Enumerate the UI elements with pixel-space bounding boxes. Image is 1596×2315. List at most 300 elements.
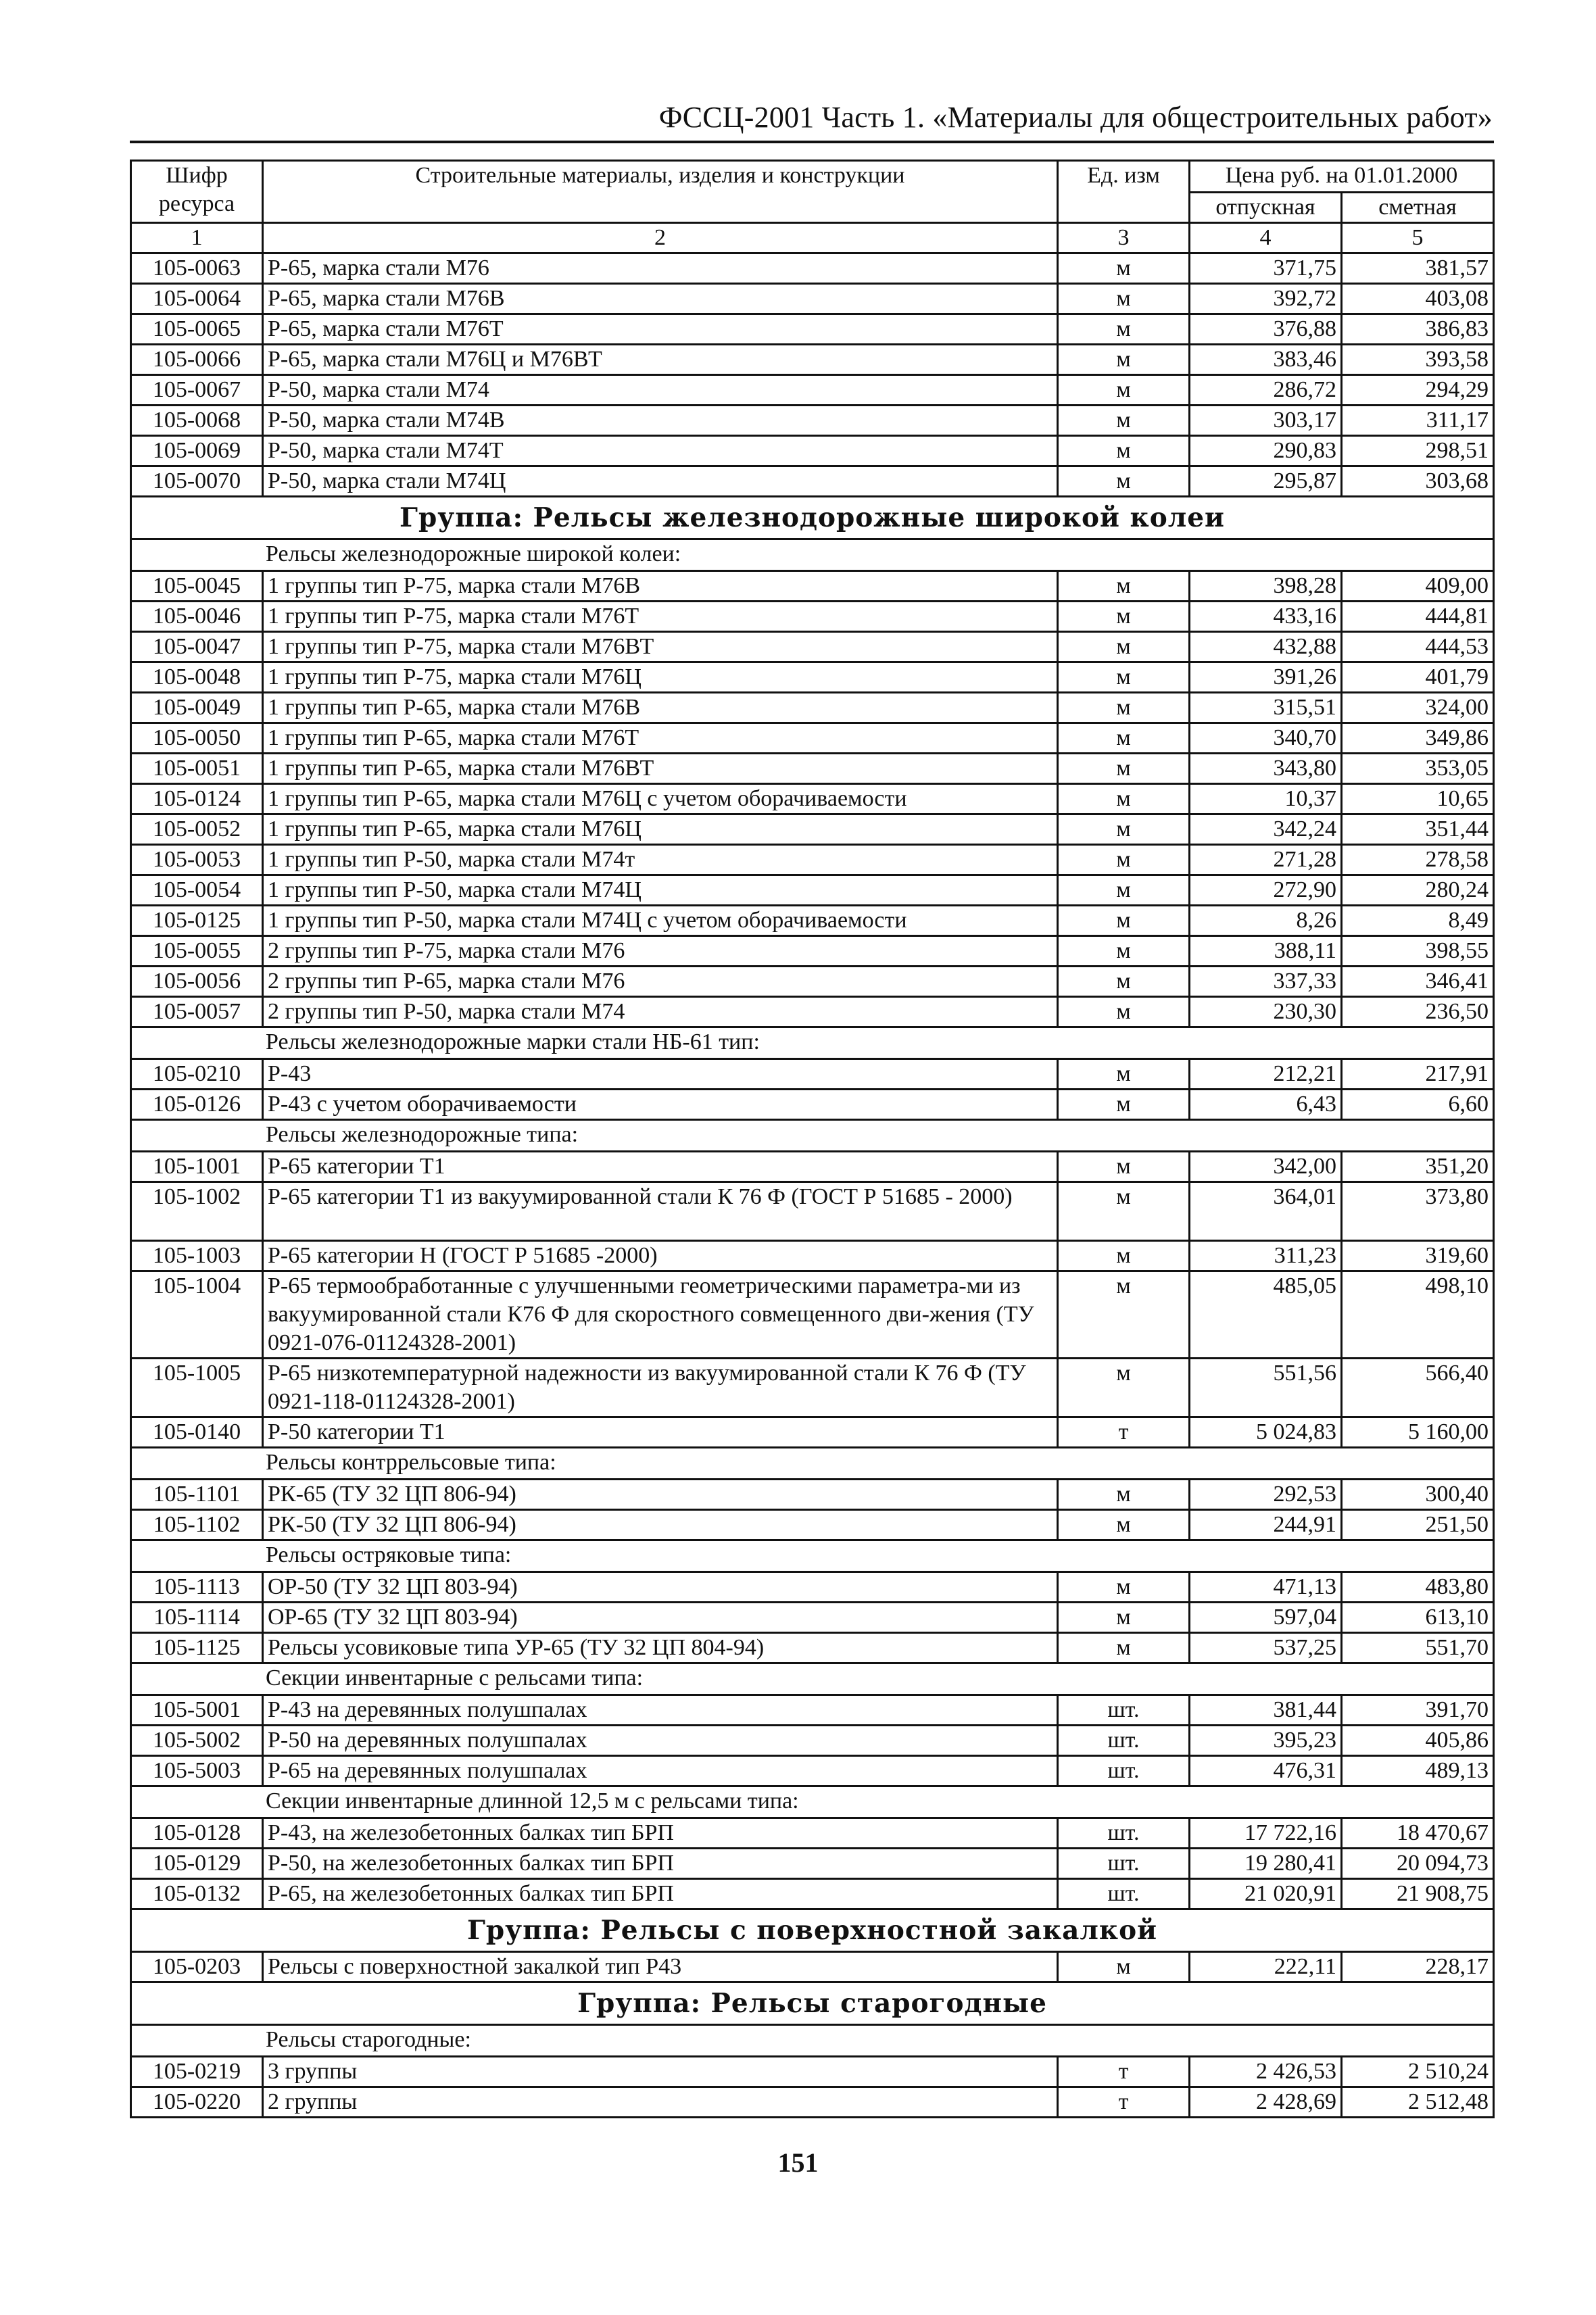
price-release: 244,91 bbox=[1190, 1510, 1342, 1540]
price-release: 476,31 bbox=[1190, 1756, 1342, 1786]
unit: т bbox=[1058, 2057, 1190, 2087]
table-row bbox=[131, 967, 1494, 997]
price-release: 537,25 bbox=[1190, 1633, 1342, 1663]
column-number: 4 bbox=[1190, 223, 1342, 253]
resource-code: 105-0063 bbox=[131, 253, 263, 284]
unit: т bbox=[1058, 2087, 1190, 2118]
table-row bbox=[131, 1182, 1494, 1241]
price-estimate: 566,40 bbox=[1342, 1359, 1494, 1417]
table-row bbox=[131, 2087, 1494, 2118]
group-heading-row bbox=[131, 1909, 1494, 1952]
unit: шт. bbox=[1058, 1756, 1190, 1786]
resource-code: 105-0045 bbox=[131, 571, 263, 602]
table-row bbox=[131, 1695, 1494, 1726]
price-release: 381,44 bbox=[1190, 1695, 1342, 1726]
subheading-row bbox=[131, 539, 1494, 571]
resource-code: 105-0054 bbox=[131, 875, 263, 906]
resource-code: 105-0056 bbox=[131, 967, 263, 997]
price-estimate: 351,20 bbox=[1342, 1152, 1494, 1182]
unit: м bbox=[1058, 436, 1190, 466]
table-row bbox=[131, 1572, 1494, 1603]
price-estimate: 613,10 bbox=[1342, 1603, 1494, 1633]
unit: м bbox=[1058, 1952, 1190, 1982]
unit: м bbox=[1058, 754, 1190, 784]
price-release: 303,17 bbox=[1190, 406, 1342, 436]
header-price-estimate: сметная bbox=[1342, 193, 1494, 223]
unit: м bbox=[1058, 1182, 1190, 1241]
resource-code: 105-0064 bbox=[131, 284, 263, 314]
unit: м bbox=[1058, 406, 1190, 436]
unit: м bbox=[1058, 632, 1190, 662]
unit: шт. bbox=[1058, 1726, 1190, 1756]
material-name: Р-43 bbox=[263, 1059, 1058, 1090]
table-row bbox=[131, 1510, 1494, 1540]
price-release: 392,72 bbox=[1190, 284, 1342, 314]
price-estimate: 20 094,73 bbox=[1342, 1849, 1494, 1879]
subheading: Секции инвентарные с рельсами типа: bbox=[131, 1663, 1494, 1695]
unit: шт. bbox=[1058, 1879, 1190, 1909]
table-row bbox=[131, 1059, 1494, 1090]
price-estimate: 21 908,75 bbox=[1342, 1879, 1494, 1909]
price-release: 10,37 bbox=[1190, 784, 1342, 814]
resource-code: 105-0057 bbox=[131, 997, 263, 1027]
material-name: Р-65 на деревянных полушпалах bbox=[263, 1756, 1058, 1786]
table-row bbox=[131, 1726, 1494, 1756]
material-name: Р-65, марка стали М76В bbox=[263, 284, 1058, 314]
table-row bbox=[131, 1633, 1494, 1663]
resource-code: 105-0066 bbox=[131, 345, 263, 375]
price-release: 5 024,83 bbox=[1190, 1417, 1342, 1448]
resource-code: 105-5001 bbox=[131, 1695, 263, 1726]
unit: м bbox=[1058, 936, 1190, 967]
resource-code: 105-0069 bbox=[131, 436, 263, 466]
material-name: 1 группы тип Р-50, марка стали М74т bbox=[263, 845, 1058, 875]
subheading: Секции инвентарные длинной 12,5 м с рельсами типа: bbox=[131, 1786, 1494, 1818]
table-row bbox=[131, 602, 1494, 632]
material-name: Р-65 категории Н (ГОСТ Р 51685 -2000) bbox=[263, 1241, 1058, 1271]
resource-code: 105-5003 bbox=[131, 1756, 263, 1786]
material-name: Р-43 с учетом оборачиваемости bbox=[263, 1090, 1058, 1120]
material-name: РК-50 (ТУ 32 ЦП 806-94) bbox=[263, 1510, 1058, 1540]
resource-code: 105-1004 bbox=[131, 1271, 263, 1359]
group-heading: Группа: Рельсы с поверхностной закалкой bbox=[131, 1909, 1494, 1952]
table-row bbox=[131, 406, 1494, 436]
material-name: Р-65 категории Т1 из вакуумированной стали К 76 Ф (ГОСТ Р 51685 - 2000) bbox=[263, 1182, 1058, 1241]
price-estimate: 2 512,48 bbox=[1342, 2087, 1494, 2118]
price-estimate: 280,24 bbox=[1342, 875, 1494, 906]
price-release: 398,28 bbox=[1190, 571, 1342, 602]
unit: м bbox=[1058, 253, 1190, 284]
unit: м bbox=[1058, 1059, 1190, 1090]
price-estimate: 444,81 bbox=[1342, 602, 1494, 632]
resource-code: 105-0124 bbox=[131, 784, 263, 814]
table-row bbox=[131, 632, 1494, 662]
material-name: 1 группы тип Р-75, марка стали М76В bbox=[263, 571, 1058, 602]
unit: м bbox=[1058, 1241, 1190, 1271]
material-name: Р-65, марка стали М76Ц и М76ВТ bbox=[263, 345, 1058, 375]
unit: м bbox=[1058, 1572, 1190, 1603]
subheading-row bbox=[131, 1120, 1494, 1152]
price-estimate: 8,49 bbox=[1342, 906, 1494, 936]
material-name: Р-43, на железобетонных балках тип БРП bbox=[263, 1818, 1058, 1849]
resource-code: 105-1125 bbox=[131, 1633, 263, 1663]
material-name: Р-50, марка стали М74 bbox=[263, 375, 1058, 406]
table-row bbox=[131, 1359, 1494, 1417]
unit: м bbox=[1058, 723, 1190, 754]
price-release: 212,21 bbox=[1190, 1059, 1342, 1090]
unit: м bbox=[1058, 814, 1190, 845]
price-estimate: 393,58 bbox=[1342, 345, 1494, 375]
unit: м bbox=[1058, 1152, 1190, 1182]
table-row bbox=[131, 571, 1494, 602]
price-estimate: 489,13 bbox=[1342, 1756, 1494, 1786]
material-name: 1 группы тип Р-65, марка стали М76Т bbox=[263, 723, 1058, 754]
material-name: РК-65 (ТУ 32 ЦП 806-94) bbox=[263, 1480, 1058, 1510]
column-number: 3 bbox=[1058, 223, 1190, 253]
price-estimate: 236,50 bbox=[1342, 997, 1494, 1027]
header-price-group: Цена руб. на 01.01.2000 bbox=[1190, 161, 1494, 193]
material-name: 1 группы тип Р-75, марка стали М76ВТ bbox=[263, 632, 1058, 662]
material-name: 1 группы тип Р-50, марка стали М74Ц с учетом оборачиваемости bbox=[263, 906, 1058, 936]
unit: м bbox=[1058, 1603, 1190, 1633]
price-release: 21 020,91 bbox=[1190, 1879, 1342, 1909]
resource-code: 105-5002 bbox=[131, 1726, 263, 1756]
price-release: 6,43 bbox=[1190, 1090, 1342, 1120]
unit: м bbox=[1058, 466, 1190, 497]
resource-code: 105-0219 bbox=[131, 2057, 263, 2087]
price-estimate: 444,53 bbox=[1342, 632, 1494, 662]
subheading-row bbox=[131, 1786, 1494, 1818]
price-release: 290,83 bbox=[1190, 436, 1342, 466]
price-estimate: 551,70 bbox=[1342, 1633, 1494, 1663]
table-row bbox=[131, 253, 1494, 284]
price-release: 395,23 bbox=[1190, 1726, 1342, 1756]
price-estimate: 386,83 bbox=[1342, 314, 1494, 345]
material-name: Р-65 категории Т1 bbox=[263, 1152, 1058, 1182]
price-estimate: 300,40 bbox=[1342, 1480, 1494, 1510]
unit: м bbox=[1058, 1271, 1190, 1359]
table-header bbox=[131, 161, 1494, 253]
resource-code: 105-0046 bbox=[131, 602, 263, 632]
price-estimate: 401,79 bbox=[1342, 662, 1494, 693]
price-release: 551,56 bbox=[1190, 1359, 1342, 1417]
table-row bbox=[131, 436, 1494, 466]
price-release: 376,88 bbox=[1190, 314, 1342, 345]
price-estimate: 294,29 bbox=[1342, 375, 1494, 406]
material-name: Р-65, на железобетонных балках тип БРП bbox=[263, 1879, 1058, 1909]
price-release: 19 280,41 bbox=[1190, 1849, 1342, 1879]
price-estimate: 298,51 bbox=[1342, 436, 1494, 466]
header-name: Строительные материалы, изделия и конструкции bbox=[263, 161, 1058, 223]
price-release: 485,05 bbox=[1190, 1271, 1342, 1359]
price-release: 17 722,16 bbox=[1190, 1818, 1342, 1849]
price-estimate: 10,65 bbox=[1342, 784, 1494, 814]
unit: м bbox=[1058, 345, 1190, 375]
table-row bbox=[131, 375, 1494, 406]
material-name: Рельсы усовиковые типа УР-65 (ТУ 32 ЦП 804-94) bbox=[263, 1633, 1058, 1663]
resource-code: 105-0129 bbox=[131, 1849, 263, 1879]
resource-code: 105-0050 bbox=[131, 723, 263, 754]
material-name: ОР-65 (ТУ 32 ЦП 803-94) bbox=[263, 1603, 1058, 1633]
table-row bbox=[131, 1603, 1494, 1633]
unit: м bbox=[1058, 906, 1190, 936]
price-release: 383,46 bbox=[1190, 345, 1342, 375]
resource-code: 105-1003 bbox=[131, 1241, 263, 1271]
subheading: Рельсы железнодорожные марки стали НБ-61 тип: bbox=[131, 1027, 1494, 1059]
material-name: Р-50, марка стали М74Ц bbox=[263, 466, 1058, 497]
resource-code: 105-1001 bbox=[131, 1152, 263, 1182]
material-name: 1 группы тип Р-65, марка стали М76Ц с учетом оборачиваемости bbox=[263, 784, 1058, 814]
table-row bbox=[131, 314, 1494, 345]
resource-code: 105-0067 bbox=[131, 375, 263, 406]
price-release: 311,23 bbox=[1190, 1241, 1342, 1271]
price-estimate: 398,55 bbox=[1342, 936, 1494, 967]
unit: м bbox=[1058, 571, 1190, 602]
resource-code: 105-1002 bbox=[131, 1182, 263, 1241]
table-row bbox=[131, 466, 1494, 497]
unit: м bbox=[1058, 1090, 1190, 1120]
page-number: 151 bbox=[777, 2147, 819, 2178]
unit: м bbox=[1058, 875, 1190, 906]
price-estimate: 351,44 bbox=[1342, 814, 1494, 845]
resource-code: 105-0053 bbox=[131, 845, 263, 875]
header-code: Шифр ресурса bbox=[131, 161, 263, 223]
price-estimate: 324,00 bbox=[1342, 693, 1494, 723]
table-row bbox=[131, 1849, 1494, 1879]
price-estimate: 391,70 bbox=[1342, 1695, 1494, 1726]
unit: м bbox=[1058, 662, 1190, 693]
table-row bbox=[131, 906, 1494, 936]
material-name: Р-65, марка стали М76 bbox=[263, 253, 1058, 284]
unit: м bbox=[1058, 1480, 1190, 1510]
unit: м bbox=[1058, 602, 1190, 632]
material-name: 1 группы тип Р-65, марка стали М76В bbox=[263, 693, 1058, 723]
group-heading: Группа: Рельсы железнодорожные широкой колеи bbox=[131, 497, 1494, 539]
price-estimate: 18 470,67 bbox=[1342, 1818, 1494, 1849]
resource-code: 105-0055 bbox=[131, 936, 263, 967]
price-estimate: 303,68 bbox=[1342, 466, 1494, 497]
resource-code: 105-0051 bbox=[131, 754, 263, 784]
price-release: 272,90 bbox=[1190, 875, 1342, 906]
price-release: 432,88 bbox=[1190, 632, 1342, 662]
subheading: Рельсы старогодные: bbox=[131, 2025, 1494, 2057]
page-header: ФССЦ-2001 Часть 1. «Материалы для общестроительных работ» bbox=[658, 101, 1493, 134]
table-row bbox=[131, 1480, 1494, 1510]
unit: м bbox=[1058, 1359, 1190, 1417]
material-name: 2 группы тип Р-50, марка стали М74 bbox=[263, 997, 1058, 1027]
table-row bbox=[131, 875, 1494, 906]
price-estimate: 483,80 bbox=[1342, 1572, 1494, 1603]
resource-code: 105-0065 bbox=[131, 314, 263, 345]
table-row bbox=[131, 814, 1494, 845]
unit: т bbox=[1058, 1417, 1190, 1448]
table-row bbox=[131, 936, 1494, 967]
table-row bbox=[131, 2057, 1494, 2087]
material-name: 1 группы тип Р-75, марка стали М76Т bbox=[263, 602, 1058, 632]
column-number: 1 bbox=[131, 223, 263, 253]
unit: м bbox=[1058, 967, 1190, 997]
table-row bbox=[131, 754, 1494, 784]
resource-code: 105-0210 bbox=[131, 1059, 263, 1090]
material-name: 1 группы тип Р-50, марка стали М74Ц bbox=[263, 875, 1058, 906]
price-estimate: 373,80 bbox=[1342, 1182, 1494, 1241]
resource-code: 105-0125 bbox=[131, 906, 263, 936]
resource-code: 105-1114 bbox=[131, 1603, 263, 1633]
subheading-row bbox=[131, 1540, 1494, 1572]
subheading: Рельсы контррельсовые типа: bbox=[131, 1448, 1494, 1480]
price-release: 286,72 bbox=[1190, 375, 1342, 406]
price-table bbox=[130, 160, 1495, 2118]
unit: м bbox=[1058, 997, 1190, 1027]
column-number: 2 bbox=[263, 223, 1058, 253]
resource-code: 105-1101 bbox=[131, 1480, 263, 1510]
material-name: Р-50 на деревянных полушпалах bbox=[263, 1726, 1058, 1756]
resource-code: 105-0126 bbox=[131, 1090, 263, 1120]
table-row bbox=[131, 1241, 1494, 1271]
material-name: 2 группы тип Р-65, марка стали М76 bbox=[263, 967, 1058, 997]
price-estimate: 278,58 bbox=[1342, 845, 1494, 875]
material-name: 2 группы bbox=[263, 2087, 1058, 2118]
price-release: 337,33 bbox=[1190, 967, 1342, 997]
table-row bbox=[131, 723, 1494, 754]
price-estimate: 353,05 bbox=[1342, 754, 1494, 784]
material-name: Р-50 категории Т1 bbox=[263, 1417, 1058, 1448]
price-estimate: 381,57 bbox=[1342, 253, 1494, 284]
unit: м bbox=[1058, 314, 1190, 345]
material-name: ОР-50 (ТУ 32 ЦП 803-94) bbox=[263, 1572, 1058, 1603]
price-estimate: 405,86 bbox=[1342, 1726, 1494, 1756]
price-estimate: 311,17 bbox=[1342, 406, 1494, 436]
material-name: Р-50, марка стали М74Т bbox=[263, 436, 1058, 466]
price-release: 364,01 bbox=[1190, 1182, 1342, 1241]
material-name: Р-50, на железобетонных балках тип БРП bbox=[263, 1849, 1058, 1879]
column-numbers-row bbox=[131, 223, 1494, 253]
table-row bbox=[131, 1417, 1494, 1448]
header-unit: Ед. изм bbox=[1058, 161, 1190, 223]
table-row bbox=[131, 784, 1494, 814]
header-divider bbox=[130, 141, 1494, 143]
unit: шт. bbox=[1058, 1695, 1190, 1726]
price-release: 315,51 bbox=[1190, 693, 1342, 723]
unit: м bbox=[1058, 375, 1190, 406]
material-name: 3 группы bbox=[263, 2057, 1058, 2087]
table-row bbox=[131, 1090, 1494, 1120]
price-estimate: 319,60 bbox=[1342, 1241, 1494, 1271]
price-release: 388,11 bbox=[1190, 936, 1342, 967]
material-name: 1 группы тип Р-75, марка стали М76Ц bbox=[263, 662, 1058, 693]
subheading: Рельсы остряковые типа: bbox=[131, 1540, 1494, 1572]
resource-code: 105-0132 bbox=[131, 1879, 263, 1909]
price-estimate: 6,60 bbox=[1342, 1090, 1494, 1120]
material-name: 1 группы тип Р-65, марка стали М76Ц bbox=[263, 814, 1058, 845]
subheading-row bbox=[131, 2025, 1494, 2057]
price-release: 271,28 bbox=[1190, 845, 1342, 875]
price-estimate: 349,86 bbox=[1342, 723, 1494, 754]
resource-code: 105-0068 bbox=[131, 406, 263, 436]
resource-code: 105-0052 bbox=[131, 814, 263, 845]
column-number: 5 bbox=[1342, 223, 1494, 253]
table-row bbox=[131, 1818, 1494, 1849]
price-release: 391,26 bbox=[1190, 662, 1342, 693]
group-heading: Группа: Рельсы старогодные bbox=[131, 1982, 1494, 2025]
price-release: 343,80 bbox=[1190, 754, 1342, 784]
unit: м bbox=[1058, 784, 1190, 814]
price-estimate: 346,41 bbox=[1342, 967, 1494, 997]
price-release: 340,70 bbox=[1190, 723, 1342, 754]
table-row bbox=[131, 1952, 1494, 1982]
price-release: 471,13 bbox=[1190, 1572, 1342, 1603]
resource-code: 105-0070 bbox=[131, 466, 263, 497]
resource-code: 105-1113 bbox=[131, 1572, 263, 1603]
material-name: Р-43 на деревянных полушпалах bbox=[263, 1695, 1058, 1726]
table-row bbox=[131, 1152, 1494, 1182]
price-release: 2 428,69 bbox=[1190, 2087, 1342, 2118]
subheading-row bbox=[131, 1448, 1494, 1480]
material-name: Р-65, марка стали М76Т bbox=[263, 314, 1058, 345]
price-estimate: 217,91 bbox=[1342, 1059, 1494, 1090]
material-name: 2 группы тип Р-75, марка стали М76 bbox=[263, 936, 1058, 967]
resource-code: 105-1102 bbox=[131, 1510, 263, 1540]
price-estimate: 498,10 bbox=[1342, 1271, 1494, 1359]
price-estimate: 409,00 bbox=[1342, 571, 1494, 602]
resource-code: 105-0203 bbox=[131, 1952, 263, 1982]
material-name: Р-50, марка стали М74В bbox=[263, 406, 1058, 436]
group-heading-row bbox=[131, 1982, 1494, 2025]
unit: шт. bbox=[1058, 1818, 1190, 1849]
material-name: 1 группы тип Р-65, марка стали М76ВТ bbox=[263, 754, 1058, 784]
price-estimate: 403,08 bbox=[1342, 284, 1494, 314]
price-estimate: 228,17 bbox=[1342, 1952, 1494, 1982]
unit: м bbox=[1058, 845, 1190, 875]
price-release: 8,26 bbox=[1190, 906, 1342, 936]
unit: м bbox=[1058, 1633, 1190, 1663]
price-release: 222,11 bbox=[1190, 1952, 1342, 1982]
table-row bbox=[131, 1271, 1494, 1359]
unit: м bbox=[1058, 1510, 1190, 1540]
resource-code: 105-0140 bbox=[131, 1417, 263, 1448]
price-release: 342,24 bbox=[1190, 814, 1342, 845]
price-estimate: 251,50 bbox=[1342, 1510, 1494, 1540]
resource-code: 105-0128 bbox=[131, 1818, 263, 1849]
resource-code: 105-0048 bbox=[131, 662, 263, 693]
table-row bbox=[131, 845, 1494, 875]
price-release: 2 426,53 bbox=[1190, 2057, 1342, 2087]
unit: м bbox=[1058, 284, 1190, 314]
price-release: 371,75 bbox=[1190, 253, 1342, 284]
table-body bbox=[131, 253, 1494, 2118]
subheading: Рельсы железнодорожные типа: bbox=[131, 1120, 1494, 1152]
table-row bbox=[131, 662, 1494, 693]
price-estimate: 5 160,00 bbox=[1342, 1417, 1494, 1448]
resource-code: 105-0049 bbox=[131, 693, 263, 723]
subheading: Рельсы железнодорожные широкой колеи: bbox=[131, 539, 1494, 571]
resource-code: 105-0220 bbox=[131, 2087, 263, 2118]
price-release: 295,87 bbox=[1190, 466, 1342, 497]
price-release: 292,53 bbox=[1190, 1480, 1342, 1510]
price-release: 230,30 bbox=[1190, 997, 1342, 1027]
table-row bbox=[131, 693, 1494, 723]
subheading-row bbox=[131, 1663, 1494, 1695]
table-row bbox=[131, 1756, 1494, 1786]
group-heading-row bbox=[131, 497, 1494, 539]
material-name: Р-65 низкотемпературной надежности из вакуумированной стали К 76 Ф (ТУ 0921-118-01124328-2001) bbox=[263, 1359, 1058, 1417]
table-row bbox=[131, 997, 1494, 1027]
material-name: Р-65 термообработанные с улучшенными геометрическими параметра-ми из вакуумированной стали К76 Ф для скоростного совмещенного дви-жения (ТУ 0921-076-01124328-2001) bbox=[263, 1271, 1058, 1359]
price-release: 342,00 bbox=[1190, 1152, 1342, 1182]
unit: шт. bbox=[1058, 1849, 1190, 1879]
table-row bbox=[131, 1879, 1494, 1909]
header-price-release: отпускная bbox=[1190, 193, 1342, 223]
